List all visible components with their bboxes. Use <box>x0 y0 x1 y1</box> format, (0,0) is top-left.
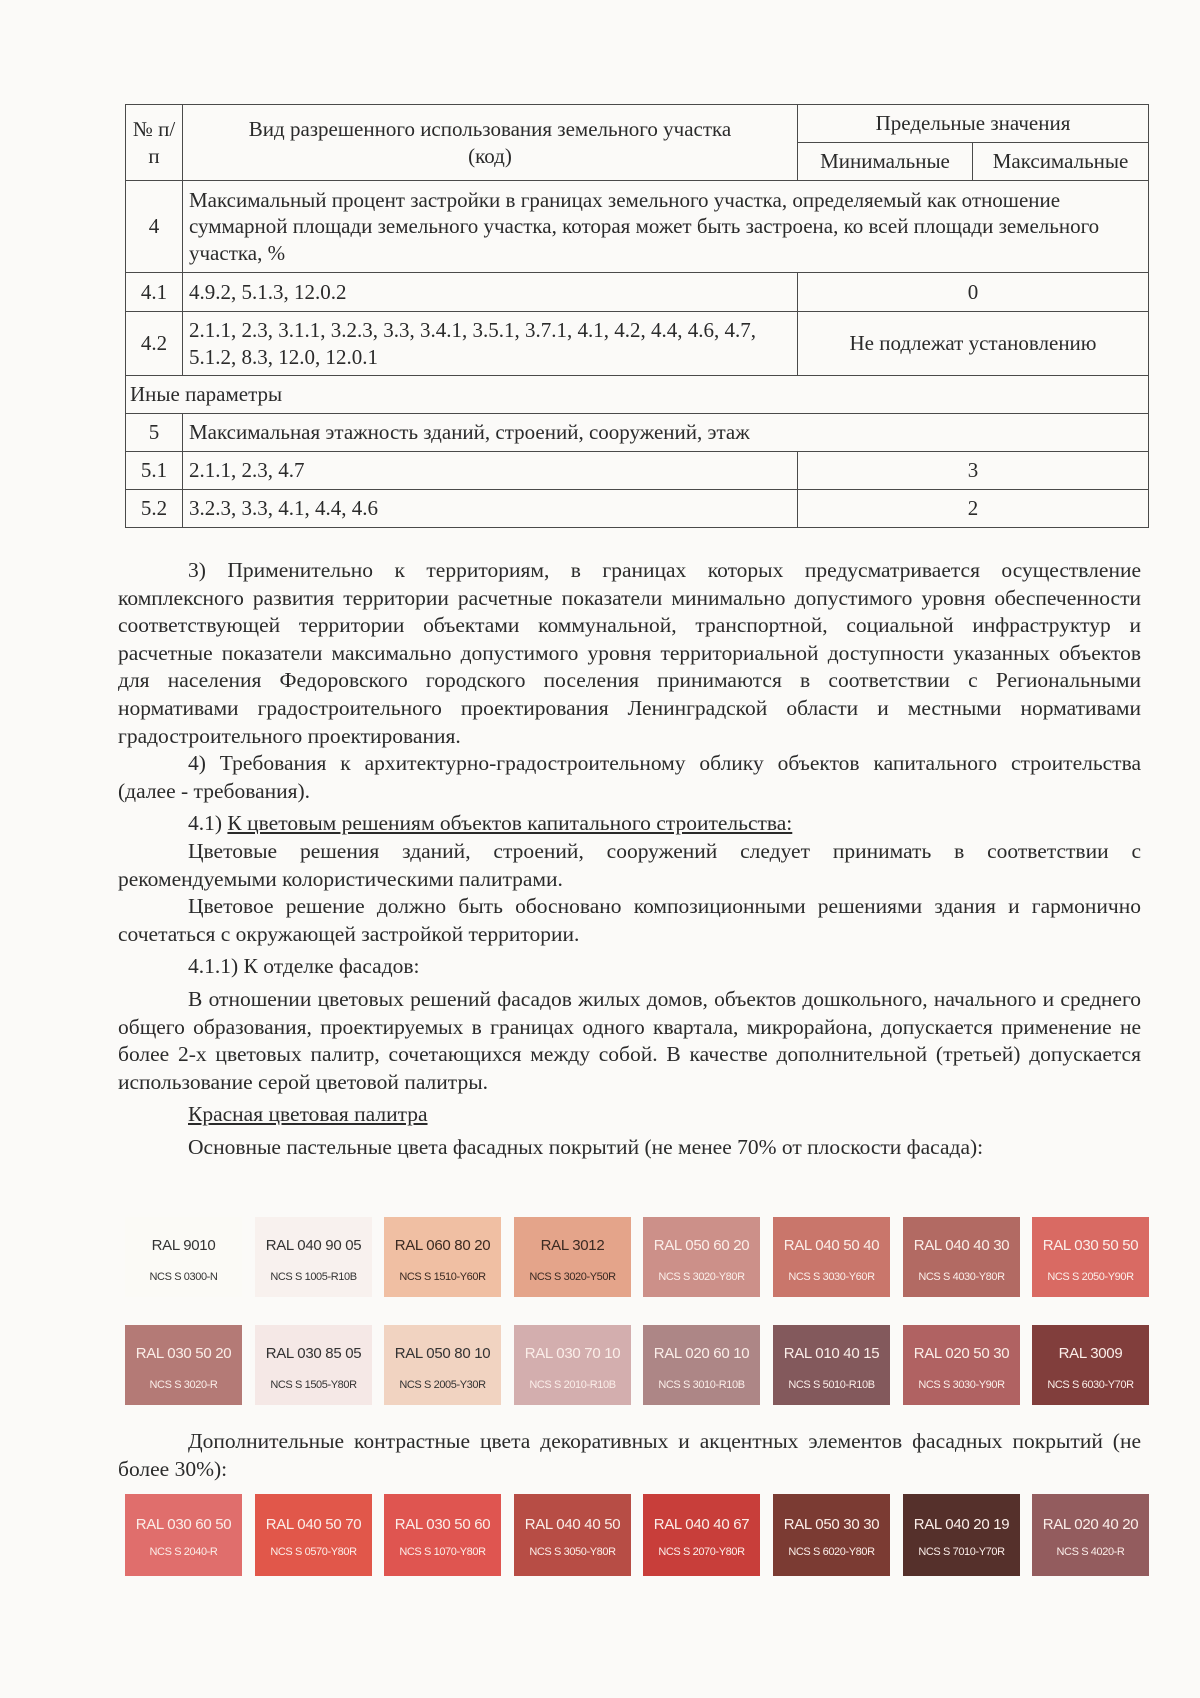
paragraph-4-1-b: Цветовое решение должно быть обосновано композиционными решениями здания и гармонично сочетаться с окружающей застройкой территории. <box>118 894 1141 946</box>
ncs-code: NCS S 6030-Y70R <box>1047 1379 1134 1391</box>
ncs-code: NCS S 3020-Y80R <box>658 1271 745 1283</box>
ncs-code: NCS S 4030-Y80R <box>918 1271 1005 1283</box>
parameters-table <box>125 104 1149 528</box>
color-swatch <box>384 1494 501 1576</box>
ncs-code: NCS S 2070-Y80R <box>658 1546 745 1558</box>
other-params: Иные параметры <box>126 376 1149 414</box>
ncs-code: NCS S 3010-R10B <box>658 1379 745 1391</box>
row-codes: 2.1.1, 2.3, 4.7 <box>183 452 798 490</box>
paragraph-4: 4) Требования к архитектурно-градостроительному облику объектов капитального строительства (далее - требования). <box>118 751 1141 803</box>
ral-code: RAL 030 50 20 <box>135 1345 232 1362</box>
ral-code: RAL 040 50 70 <box>265 1516 362 1533</box>
row-value: 0 <box>798 273 1149 312</box>
row-value: 3 <box>798 452 1149 490</box>
ral-code: RAL 030 85 05 <box>265 1345 362 1362</box>
color-swatch <box>773 1217 890 1297</box>
header-type: Вид разрешенного использования земельного участка (код) <box>183 105 798 181</box>
header-num: № п/п <box>126 105 183 181</box>
paragraph-3: 3) Применительно к территориям, в границах которых предусматривается осуществление комплексного развития территории расчетные показатели минимально допустимого уровня обеспеченности соответствующей территории объектами коммунальной, транспортной, социальной инфраструктур и расчетные показатели максимально допустимого уровня территориальной доступности указанных объектов для населения Федоровского городского поселения принимаются в соответствии с Региональными нормативами градостроительного проектирования Ленинградской области и местными нормативами градостроительного проектирования. <box>118 558 1141 748</box>
color-swatch <box>903 1494 1020 1576</box>
ncs-code: NCS S 3050-Y80R <box>529 1546 616 1558</box>
ral-code: RAL 060 80 20 <box>394 1237 491 1254</box>
color-swatch <box>643 1217 760 1297</box>
color-swatch <box>643 1494 760 1576</box>
ncs-code: NCS S 0570-Y80R <box>270 1546 357 1558</box>
accent-caption-block <box>118 1428 1141 1483</box>
ncs-code: NCS S 1005-R10B <box>270 1271 357 1283</box>
row-num: 4 <box>126 181 183 273</box>
color-swatch <box>255 1217 372 1297</box>
accent-colors-caption: Дополнительные контрастные цвета декоративных и акцентных элементов фасадных покрытий (не более 30%): <box>118 1429 1141 1481</box>
ral-code: RAL 3012 <box>540 1237 605 1254</box>
table-row <box>126 452 1149 490</box>
ral-code: RAL 030 70 10 <box>524 1345 621 1362</box>
color-swatch <box>514 1325 631 1405</box>
color-swatch <box>125 1217 242 1297</box>
base-colors-caption: Основные пастельные цвета фасадных покрытий (не менее 70% от плоскости фасада): <box>188 1134 984 1159</box>
ral-code: RAL 030 50 50 <box>1042 1237 1139 1254</box>
table-header-row <box>126 105 1149 143</box>
ral-code: RAL 020 60 10 <box>653 1345 750 1362</box>
ral-code: RAL 030 60 50 <box>135 1516 232 1533</box>
ncs-code: NCS S 1505-Y80R <box>270 1379 357 1391</box>
table-row <box>126 181 1149 273</box>
ral-code: RAL 040 20 19 <box>913 1516 1010 1533</box>
palette-heading: Красная цветовая палитра <box>188 1102 428 1127</box>
color-swatch <box>384 1217 501 1297</box>
row-value: 2 <box>798 490 1149 528</box>
ral-code: RAL 050 80 10 <box>394 1345 491 1362</box>
ral-code: RAL 050 60 20 <box>653 1237 750 1254</box>
header-limits: Предельные значения <box>798 105 1149 143</box>
ral-code: RAL 010 40 15 <box>783 1345 880 1362</box>
ncs-code: NCS S 2010-R10B <box>529 1379 616 1391</box>
row-num: 5.1 <box>126 452 183 490</box>
color-swatch <box>125 1494 242 1576</box>
ral-code: RAL 050 30 30 <box>783 1516 880 1533</box>
ral-code: RAL 040 50 40 <box>783 1237 880 1254</box>
table-row <box>126 273 1149 312</box>
color-swatch <box>773 1494 890 1576</box>
ncs-code: NCS S 2050-Y90R <box>1047 1271 1134 1283</box>
row-codes: 2.1.1, 2.3, 3.1.1, 3.2.3, 3.3, 3.4.1, 3.5.1, 3.7.1, 4.1, 4.2, 4.4, 4.6, 4.7, 5.1.2, 8.3, 12.0, 12.0.1 <box>183 312 798 376</box>
row-num: 5 <box>126 414 183 452</box>
color-swatch <box>514 1217 631 1297</box>
ral-code: RAL 040 40 67 <box>653 1516 750 1533</box>
header-max: Максимальные <box>973 143 1149 181</box>
ncs-code: NCS S 3030-Y90R <box>918 1379 1005 1391</box>
color-swatch <box>255 1494 372 1576</box>
ncs-code: NCS S 3020-Y50R <box>529 1271 616 1283</box>
paragraph-4-1 <box>118 810 1141 838</box>
ral-code: RAL 020 50 30 <box>913 1345 1010 1362</box>
ncs-code: NCS S 0300-N <box>149 1271 218 1283</box>
ral-code: RAL 3009 <box>1058 1345 1123 1362</box>
ral-code: RAL 030 50 60 <box>394 1516 491 1533</box>
body-text <box>118 557 1141 1161</box>
row-codes: 4.9.2, 5.1.3, 12.0.2 <box>183 273 798 312</box>
table-row <box>126 312 1149 376</box>
ral-code: RAL 9010 <box>151 1237 216 1254</box>
paragraph-4-1-1: 4.1.1) К отделке фасадов: <box>188 954 420 979</box>
ral-code: RAL 040 90 05 <box>265 1237 362 1254</box>
color-swatch <box>514 1494 631 1576</box>
row-value: Не подлежат установлению <box>798 312 1149 376</box>
ncs-code: NCS S 4020-R <box>1056 1546 1125 1558</box>
color-swatch <box>1032 1494 1149 1576</box>
color-swatch <box>255 1325 372 1405</box>
table-row <box>126 376 1149 414</box>
ncs-code: NCS S 5010-R10B <box>788 1379 875 1391</box>
ncs-code: NCS S 1510-Y60R <box>399 1271 486 1283</box>
ncs-code: NCS S 3030-Y60R <box>788 1271 875 1283</box>
ncs-code: NCS S 3020-R <box>149 1379 218 1391</box>
row-text: Максимальный процент застройки в границах земельного участка, определяемый как отношение суммарной площади земельного участка, которая может быть застроена, ко всей площади земельного участка, % <box>183 181 1149 273</box>
ncs-code: NCS S 7010-Y70R <box>918 1546 1005 1558</box>
ncs-code: NCS S 2040-R <box>149 1546 218 1558</box>
ral-code: RAL 040 40 50 <box>524 1516 621 1533</box>
section-number: 4.1) <box>188 811 223 836</box>
color-swatch <box>643 1325 760 1405</box>
row-num: 5.2 <box>126 490 183 528</box>
row-text: Максимальная этажность зданий, строений, сооружений, этаж <box>183 414 1149 452</box>
ral-code: RAL 020 40 20 <box>1042 1516 1139 1533</box>
color-swatch <box>1032 1325 1149 1405</box>
color-swatch <box>903 1325 1020 1405</box>
table-row <box>126 414 1149 452</box>
paragraph-4-1-a: Цветовые решения зданий, строений, сооружений следует принимать в соответствии с рекомендуемыми колористическими палитрами. <box>118 838 1141 891</box>
color-swatch <box>903 1217 1020 1297</box>
table-row <box>126 490 1149 528</box>
ral-code: RAL 040 40 30 <box>913 1237 1010 1254</box>
ncs-code: NCS S 1070-Y80R <box>399 1546 486 1558</box>
section-title: К цветовым решениям объектов капитального строительства: <box>227 811 793 836</box>
color-swatch <box>125 1325 242 1405</box>
color-swatch <box>384 1325 501 1405</box>
ncs-code: NCS S 6020-Y80R <box>788 1546 875 1558</box>
color-swatch <box>773 1325 890 1405</box>
header-min: Минимальные <box>798 143 973 181</box>
paragraph-4-1-1-a: В отношении цветовых решений фасадов жилых домов, объектов дошкольного, начального и среднего общего образования, проектируемых в границах одного квартала, микрорайона, допускается применение не более 2-х цветовых палитр, сочетающихся между собой. В качестве дополнительной (третьей) допускается использование серой цветовой палитры. <box>118 986 1141 1094</box>
row-num: 4.1 <box>126 273 183 312</box>
row-codes: 3.2.3, 3.3, 4.1, 4.4, 4.6 <box>183 490 798 528</box>
row-num: 4.2 <box>126 312 183 376</box>
ncs-code: NCS S 2005-Y30R <box>399 1379 486 1391</box>
color-swatch <box>1032 1217 1149 1297</box>
